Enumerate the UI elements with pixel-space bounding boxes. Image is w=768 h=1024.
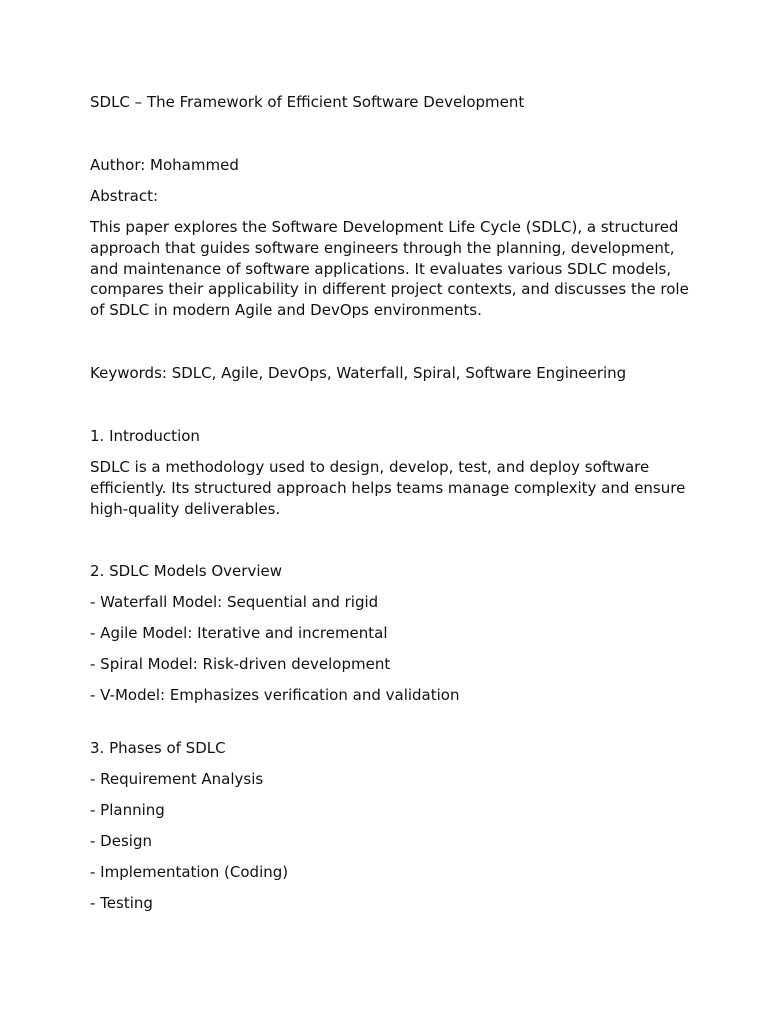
section-heading-introduction: 1. Introduction <box>90 426 200 445</box>
models-list <box>90 592 690 706</box>
introduction-text: SDLC is a methodology used to design, develop, test, and deploy software efficiently. Its structured approach helps teams manage complexity and ensure high-quality deliverables. <box>90 457 686 518</box>
list-item: - Waterfall Model: Sequential and rigid <box>90 593 379 612</box>
list-item: - Planning <box>90 801 165 820</box>
list-item: - Spiral Model: Risk-driven development <box>90 655 391 674</box>
list-item: - Testing <box>90 894 153 913</box>
list-item: - Agile Model: Iterative and incremental <box>90 624 388 643</box>
document-title: SDLC – The Framework of Efficient Software Development <box>90 93 525 111</box>
abstract-label: Abstract: <box>90 187 159 205</box>
list-item: - Implementation (Coding) <box>90 863 289 882</box>
list-item: - V-Model: Emphasizes verification and validation <box>90 686 460 705</box>
keywords-line: Keywords: SDLC, Agile, DevOps, Waterfall, Spiral, Software Engineering <box>90 363 627 382</box>
section-heading-phases: 3. Phases of SDLC <box>90 739 226 758</box>
section-heading-models-overview: 2. SDLC Models Overview <box>90 562 282 581</box>
list-item: - Requirement Analysis <box>90 770 264 789</box>
list-item: - Design <box>90 832 152 851</box>
abstract-text: This paper explores the Software Development Life Cycle (SDLC), a structured approach that guides software engineers through the planning, development, and maintenance of software applications. It evaluates various SDLC models, compares their applicability in different project contexts, and discusses the role of SDLC in modern Agile and DevOps environments. <box>90 218 689 320</box>
document-page <box>90 92 690 924</box>
author-line: Author: Mohammed <box>90 156 239 174</box>
phases-list <box>90 769 690 914</box>
